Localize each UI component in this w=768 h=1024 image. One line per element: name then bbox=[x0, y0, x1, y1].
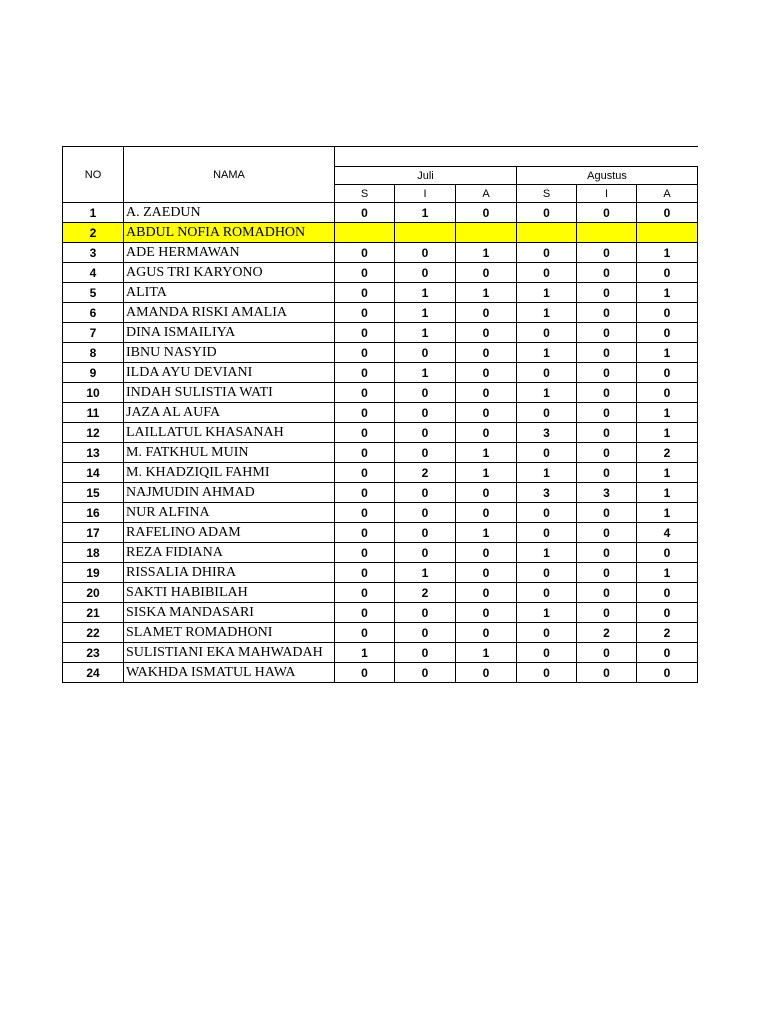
value-agustus-i: 0 bbox=[577, 323, 637, 343]
student-name: NAJMUDIN AHMAD bbox=[124, 483, 335, 503]
value-agustus-i: 0 bbox=[577, 423, 637, 443]
value-juli-s: 0 bbox=[335, 203, 395, 223]
value-juli-a: 1 bbox=[456, 643, 517, 663]
value-agustus-a: 0 bbox=[637, 303, 698, 323]
value-juli-i: 0 bbox=[395, 623, 456, 643]
value-juli-a: 0 bbox=[456, 363, 517, 383]
value-juli-s: 0 bbox=[335, 383, 395, 403]
value-juli-i: 0 bbox=[395, 383, 456, 403]
value-agustus-s: 0 bbox=[517, 503, 577, 523]
header-sub-i-agustus: I bbox=[577, 185, 637, 203]
student-name: NUR ALFINA bbox=[124, 503, 335, 523]
value-juli-s: 0 bbox=[335, 243, 395, 263]
value-juli-i: 0 bbox=[395, 403, 456, 423]
value-juli-s: 0 bbox=[335, 323, 395, 343]
value-juli-i bbox=[395, 223, 456, 243]
table-row bbox=[63, 503, 698, 523]
student-name: ILDA AYU DEVIANI bbox=[124, 363, 335, 383]
value-agustus-s: 1 bbox=[517, 463, 577, 483]
header-no: NO bbox=[63, 147, 124, 203]
value-agustus-a: 2 bbox=[637, 443, 698, 463]
row-number: 3 bbox=[63, 243, 124, 263]
table-row bbox=[63, 483, 698, 503]
row-number: 12 bbox=[63, 423, 124, 443]
value-agustus-i: 0 bbox=[577, 523, 637, 543]
value-juli-s: 0 bbox=[335, 583, 395, 603]
row-number: 21 bbox=[63, 603, 124, 623]
value-juli-i: 1 bbox=[395, 363, 456, 383]
value-juli-s: 0 bbox=[335, 263, 395, 283]
value-agustus-s: 0 bbox=[517, 643, 577, 663]
row-number: 6 bbox=[63, 303, 124, 323]
row-number: 5 bbox=[63, 283, 124, 303]
value-agustus-a: 0 bbox=[637, 263, 698, 283]
student-name: RAFELINO ADAM bbox=[124, 523, 335, 543]
table-row bbox=[63, 663, 698, 683]
value-agustus-i: 3 bbox=[577, 483, 637, 503]
value-agustus-a: 1 bbox=[637, 343, 698, 363]
value-juli-s: 0 bbox=[335, 423, 395, 443]
value-juli-i: 0 bbox=[395, 643, 456, 663]
value-agustus-i: 0 bbox=[577, 603, 637, 623]
row-number: 8 bbox=[63, 343, 124, 363]
value-juli-a: 0 bbox=[456, 263, 517, 283]
table-row bbox=[63, 583, 698, 603]
table-row bbox=[63, 643, 698, 663]
table-row bbox=[63, 463, 698, 483]
header-month-juli: Juli bbox=[335, 167, 517, 185]
value-agustus-s bbox=[517, 223, 577, 243]
value-agustus-s: 0 bbox=[517, 623, 577, 643]
table-row bbox=[63, 323, 698, 343]
value-juli-s: 0 bbox=[335, 543, 395, 563]
value-juli-a: 1 bbox=[456, 243, 517, 263]
value-agustus-a: 1 bbox=[637, 463, 698, 483]
value-agustus-s: 3 bbox=[517, 423, 577, 443]
value-juli-i: 2 bbox=[395, 463, 456, 483]
value-juli-i: 0 bbox=[395, 263, 456, 283]
value-agustus-s: 1 bbox=[517, 383, 577, 403]
student-name: M. KHADZIQIL FAHMI bbox=[124, 463, 335, 483]
value-juli-i: 0 bbox=[395, 523, 456, 543]
table-row bbox=[63, 523, 698, 543]
table-row bbox=[63, 263, 698, 283]
value-agustus-s: 0 bbox=[517, 443, 577, 463]
value-agustus-s: 0 bbox=[517, 563, 577, 583]
table-row bbox=[63, 603, 698, 623]
value-agustus-a: 0 bbox=[637, 583, 698, 603]
row-number: 4 bbox=[63, 263, 124, 283]
row-number: 19 bbox=[63, 563, 124, 583]
row-number: 9 bbox=[63, 363, 124, 383]
value-juli-i: 0 bbox=[395, 603, 456, 623]
student-name: ALITA bbox=[124, 283, 335, 303]
value-juli-s: 0 bbox=[335, 303, 395, 323]
value-agustus-a: 0 bbox=[637, 643, 698, 663]
value-juli-i: 1 bbox=[395, 303, 456, 323]
table-row bbox=[63, 203, 698, 223]
value-juli-i: 0 bbox=[395, 483, 456, 503]
value-juli-a: 0 bbox=[456, 563, 517, 583]
value-agustus-i: 0 bbox=[577, 643, 637, 663]
value-juli-s: 0 bbox=[335, 363, 395, 383]
header-sub-s-juli: S bbox=[335, 185, 395, 203]
row-number: 22 bbox=[63, 623, 124, 643]
student-name: JAZA AL AUFA bbox=[124, 403, 335, 423]
header-sub-a-juli: A bbox=[456, 185, 517, 203]
value-juli-i: 0 bbox=[395, 443, 456, 463]
student-name: A. ZAEDUN bbox=[124, 203, 335, 223]
value-juli-s: 1 bbox=[335, 643, 395, 663]
table-row bbox=[63, 243, 698, 263]
student-name: ABDUL NOFIA ROMADHON bbox=[124, 223, 335, 243]
value-agustus-i: 0 bbox=[577, 343, 637, 363]
row-number: 18 bbox=[63, 543, 124, 563]
value-agustus-s: 0 bbox=[517, 203, 577, 223]
value-agustus-s: 0 bbox=[517, 403, 577, 423]
value-juli-a: 0 bbox=[456, 543, 517, 563]
row-number: 24 bbox=[63, 663, 124, 683]
attendance-table bbox=[62, 146, 698, 683]
value-agustus-a: 0 bbox=[637, 383, 698, 403]
row-number: 1 bbox=[63, 203, 124, 223]
value-juli-a: 1 bbox=[456, 443, 517, 463]
value-agustus-i: 0 bbox=[577, 563, 637, 583]
row-number: 2 bbox=[63, 223, 124, 243]
student-name: M. FATKHUL MUIN bbox=[124, 443, 335, 463]
value-agustus-s: 1 bbox=[517, 283, 577, 303]
header-sub-i-juli: I bbox=[395, 185, 456, 203]
value-agustus-a: 0 bbox=[637, 543, 698, 563]
value-juli-a: 1 bbox=[456, 463, 517, 483]
value-juli-i: 1 bbox=[395, 203, 456, 223]
table-row bbox=[63, 223, 698, 243]
row-number: 16 bbox=[63, 503, 124, 523]
header-sub-s-agustus: S bbox=[517, 185, 577, 203]
value-juli-a bbox=[456, 223, 517, 243]
value-juli-i: 1 bbox=[395, 283, 456, 303]
value-agustus-s: 0 bbox=[517, 263, 577, 283]
value-agustus-i: 0 bbox=[577, 303, 637, 323]
header-sub-a-agustus: A bbox=[637, 185, 698, 203]
value-agustus-a: 1 bbox=[637, 243, 698, 263]
value-agustus-s: 0 bbox=[517, 363, 577, 383]
value-agustus-i: 0 bbox=[577, 463, 637, 483]
value-juli-a: 0 bbox=[456, 583, 517, 603]
value-agustus-a: 0 bbox=[637, 663, 698, 683]
value-agustus-s: 1 bbox=[517, 543, 577, 563]
value-juli-i: 1 bbox=[395, 323, 456, 343]
header-month-agustus: Agustus bbox=[517, 167, 698, 185]
student-name: REZA FIDIANA bbox=[124, 543, 335, 563]
value-juli-s: 0 bbox=[335, 463, 395, 483]
value-agustus-a: 0 bbox=[637, 603, 698, 623]
value-juli-s: 0 bbox=[335, 563, 395, 583]
value-juli-i: 0 bbox=[395, 503, 456, 523]
value-juli-a: 1 bbox=[456, 523, 517, 543]
value-agustus-i: 0 bbox=[577, 443, 637, 463]
value-juli-s: 0 bbox=[335, 343, 395, 363]
value-agustus-a: 1 bbox=[637, 283, 698, 303]
table-row bbox=[63, 343, 698, 363]
row-number: 17 bbox=[63, 523, 124, 543]
student-name: SULISTIANI EKA MAHWADAH bbox=[124, 643, 335, 663]
row-number: 10 bbox=[63, 383, 124, 403]
row-number: 23 bbox=[63, 643, 124, 663]
value-agustus-i: 2 bbox=[577, 623, 637, 643]
value-agustus-a: 4 bbox=[637, 523, 698, 543]
student-name: IBNU NASYID bbox=[124, 343, 335, 363]
value-juli-i: 1 bbox=[395, 563, 456, 583]
student-name: AGUS TRI KARYONO bbox=[124, 263, 335, 283]
value-agustus-a: 1 bbox=[637, 483, 698, 503]
row-number: 15 bbox=[63, 483, 124, 503]
row-number: 7 bbox=[63, 323, 124, 343]
student-name: SLAMET ROMADHONI bbox=[124, 623, 335, 643]
table-row bbox=[63, 303, 698, 323]
value-juli-s: 0 bbox=[335, 443, 395, 463]
value-agustus-i: 0 bbox=[577, 363, 637, 383]
student-name: SAKTI HABIBILAH bbox=[124, 583, 335, 603]
value-agustus-s: 0 bbox=[517, 243, 577, 263]
value-agustus-s: 1 bbox=[517, 303, 577, 323]
row-number: 11 bbox=[63, 403, 124, 423]
value-agustus-a: 0 bbox=[637, 323, 698, 343]
student-name: ADE HERMAWAN bbox=[124, 243, 335, 263]
value-agustus-s: 3 bbox=[517, 483, 577, 503]
value-juli-s: 0 bbox=[335, 523, 395, 543]
value-juli-i: 0 bbox=[395, 423, 456, 443]
student-name: DINA ISMAILIYA bbox=[124, 323, 335, 343]
table-row bbox=[63, 403, 698, 423]
value-juli-s: 0 bbox=[335, 503, 395, 523]
value-agustus-i: 0 bbox=[577, 283, 637, 303]
table-row bbox=[63, 623, 698, 643]
value-juli-a: 0 bbox=[456, 503, 517, 523]
value-agustus-a: 2 bbox=[637, 623, 698, 643]
header-nama: NAMA bbox=[124, 147, 335, 203]
student-name: SISKA MANDASARI bbox=[124, 603, 335, 623]
value-agustus-i: 0 bbox=[577, 263, 637, 283]
value-agustus-i: 0 bbox=[577, 383, 637, 403]
table-row bbox=[63, 443, 698, 463]
value-juli-a: 0 bbox=[456, 623, 517, 643]
value-juli-a: 0 bbox=[456, 403, 517, 423]
value-agustus-a: 0 bbox=[637, 203, 698, 223]
value-juli-s: 0 bbox=[335, 403, 395, 423]
value-juli-a: 0 bbox=[456, 423, 517, 443]
table-row bbox=[63, 543, 698, 563]
value-juli-i: 0 bbox=[395, 343, 456, 363]
row-number: 13 bbox=[63, 443, 124, 463]
value-juli-i: 2 bbox=[395, 583, 456, 603]
table-row bbox=[63, 383, 698, 403]
value-juli-s: 0 bbox=[335, 603, 395, 623]
value-agustus-i: 0 bbox=[577, 583, 637, 603]
value-juli-a: 1 bbox=[456, 283, 517, 303]
value-agustus-a: 1 bbox=[637, 503, 698, 523]
value-agustus-s: 0 bbox=[517, 323, 577, 343]
value-juli-a: 0 bbox=[456, 603, 517, 623]
value-agustus-a bbox=[637, 223, 698, 243]
value-juli-a: 0 bbox=[456, 663, 517, 683]
value-juli-a: 0 bbox=[456, 483, 517, 503]
value-juli-a: 0 bbox=[456, 203, 517, 223]
value-agustus-i: 0 bbox=[577, 543, 637, 563]
value-agustus-i: 0 bbox=[577, 503, 637, 523]
header-month-group bbox=[335, 147, 698, 167]
student-name: AMANDA RISKI AMALIA bbox=[124, 303, 335, 323]
student-name: WAKHDA ISMATUL HAWA bbox=[124, 663, 335, 683]
table-row bbox=[63, 283, 698, 303]
value-juli-a: 0 bbox=[456, 323, 517, 343]
value-juli-s: 0 bbox=[335, 663, 395, 683]
value-agustus-a: 1 bbox=[637, 563, 698, 583]
student-name: LAILLATUL KHASANAH bbox=[124, 423, 335, 443]
value-agustus-s: 0 bbox=[517, 583, 577, 603]
student-name: RISSALIA DHIRA bbox=[124, 563, 335, 583]
row-number: 20 bbox=[63, 583, 124, 603]
attendance-table-body bbox=[63, 203, 698, 683]
value-agustus-i: 0 bbox=[577, 663, 637, 683]
value-agustus-i bbox=[577, 223, 637, 243]
row-number: 14 bbox=[63, 463, 124, 483]
value-juli-a: 0 bbox=[456, 343, 517, 363]
value-agustus-s: 0 bbox=[517, 523, 577, 543]
value-agustus-i: 0 bbox=[577, 243, 637, 263]
table-row bbox=[63, 423, 698, 443]
value-juli-i: 0 bbox=[395, 543, 456, 563]
table-row bbox=[63, 363, 698, 383]
value-agustus-s: 1 bbox=[517, 343, 577, 363]
value-agustus-a: 1 bbox=[637, 423, 698, 443]
student-name: INDAH SULISTIA WATI bbox=[124, 383, 335, 403]
value-juli-a: 0 bbox=[456, 303, 517, 323]
value-juli-s: 0 bbox=[335, 283, 395, 303]
table-row bbox=[63, 563, 698, 583]
value-juli-a: 0 bbox=[456, 383, 517, 403]
value-agustus-a: 0 bbox=[637, 363, 698, 383]
value-juli-i: 0 bbox=[395, 243, 456, 263]
value-juli-i: 0 bbox=[395, 663, 456, 683]
value-juli-s bbox=[335, 223, 395, 243]
value-juli-s: 0 bbox=[335, 483, 395, 503]
value-agustus-s: 0 bbox=[517, 663, 577, 683]
value-agustus-s: 1 bbox=[517, 603, 577, 623]
value-agustus-i: 0 bbox=[577, 203, 637, 223]
value-juli-s: 0 bbox=[335, 623, 395, 643]
value-agustus-i: 0 bbox=[577, 403, 637, 423]
value-agustus-a: 1 bbox=[637, 403, 698, 423]
